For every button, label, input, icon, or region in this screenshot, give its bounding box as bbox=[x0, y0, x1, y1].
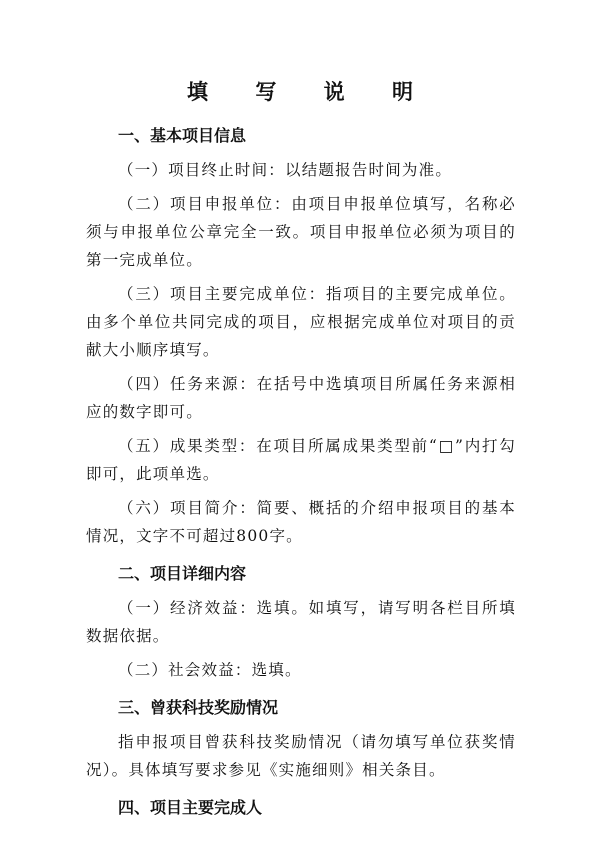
paragraph-text: 选填。 bbox=[251, 661, 302, 679]
paragraph-label: （三）项目主要完成单位： bbox=[118, 285, 326, 303]
paragraph-text: 选填。如填写，请写明各栏目所填数据依据。 bbox=[86, 599, 516, 645]
paragraph-applicant-unit bbox=[86, 190, 516, 274]
paragraph-label: （一）项目终止时间： bbox=[118, 161, 286, 179]
paragraph-text: 在括号中选填项目所属任务来源相应的数字即可。 bbox=[86, 375, 516, 421]
section-heading-awards: 三、曾获科技奖励情况 bbox=[118, 698, 279, 717]
paragraph-economic-benefit bbox=[86, 594, 516, 650]
paragraph-awards: 指申报项目曾获科技奖励情况（请勿填写单位获奖情况）。具体填写要求参见《实施细则》相关条目。 bbox=[86, 733, 516, 779]
paragraph-label: （二）社会效益： bbox=[118, 661, 252, 679]
section-heading-details: 二、项目详细内容 bbox=[118, 564, 247, 583]
paragraph-end-time bbox=[86, 156, 516, 184]
paragraph-project-summary bbox=[86, 494, 516, 550]
document-body bbox=[86, 122, 516, 822]
paragraph-text: 由项目申报单位填写，名称必须与申报单位公章完全一致。项目申报单位必须为项目的第一完成单位。 bbox=[86, 195, 516, 269]
paragraph-task-source bbox=[86, 370, 516, 426]
paragraph-result-type bbox=[86, 432, 516, 488]
paragraph-text: 简要、概括的介绍申报项目的基本情况，文字不可超过800字。 bbox=[86, 499, 516, 545]
paragraph-text: 以结题报告时间为准。 bbox=[285, 161, 453, 179]
paragraph-text: 在项目所属成果类型前“□”内打勾即可，此项单选。 bbox=[86, 437, 516, 483]
paragraph-main-units bbox=[86, 280, 516, 364]
paragraph-label: （二）项目申报单位： bbox=[118, 195, 292, 213]
paragraph-social-benefit bbox=[86, 656, 516, 684]
page-title: 填 写 说 明 bbox=[187, 80, 433, 104]
section-heading-main-contributors: 四、项目主要完成人 bbox=[118, 798, 263, 817]
paragraph-text: 指项目的主要完成单位。由多个单位共同完成的项目，应根据完成单位对项目的贡献大小顺序填写。 bbox=[86, 285, 516, 359]
paragraph-label: （四）任务来源： bbox=[118, 375, 257, 393]
paragraph-label: （六）项目简介： bbox=[118, 499, 257, 517]
paragraph-label: （五）成果类型： bbox=[118, 437, 257, 455]
paragraph-label: （一）经济效益： bbox=[118, 599, 257, 617]
section-heading-basic-info: 一、基本项目信息 bbox=[118, 126, 247, 145]
